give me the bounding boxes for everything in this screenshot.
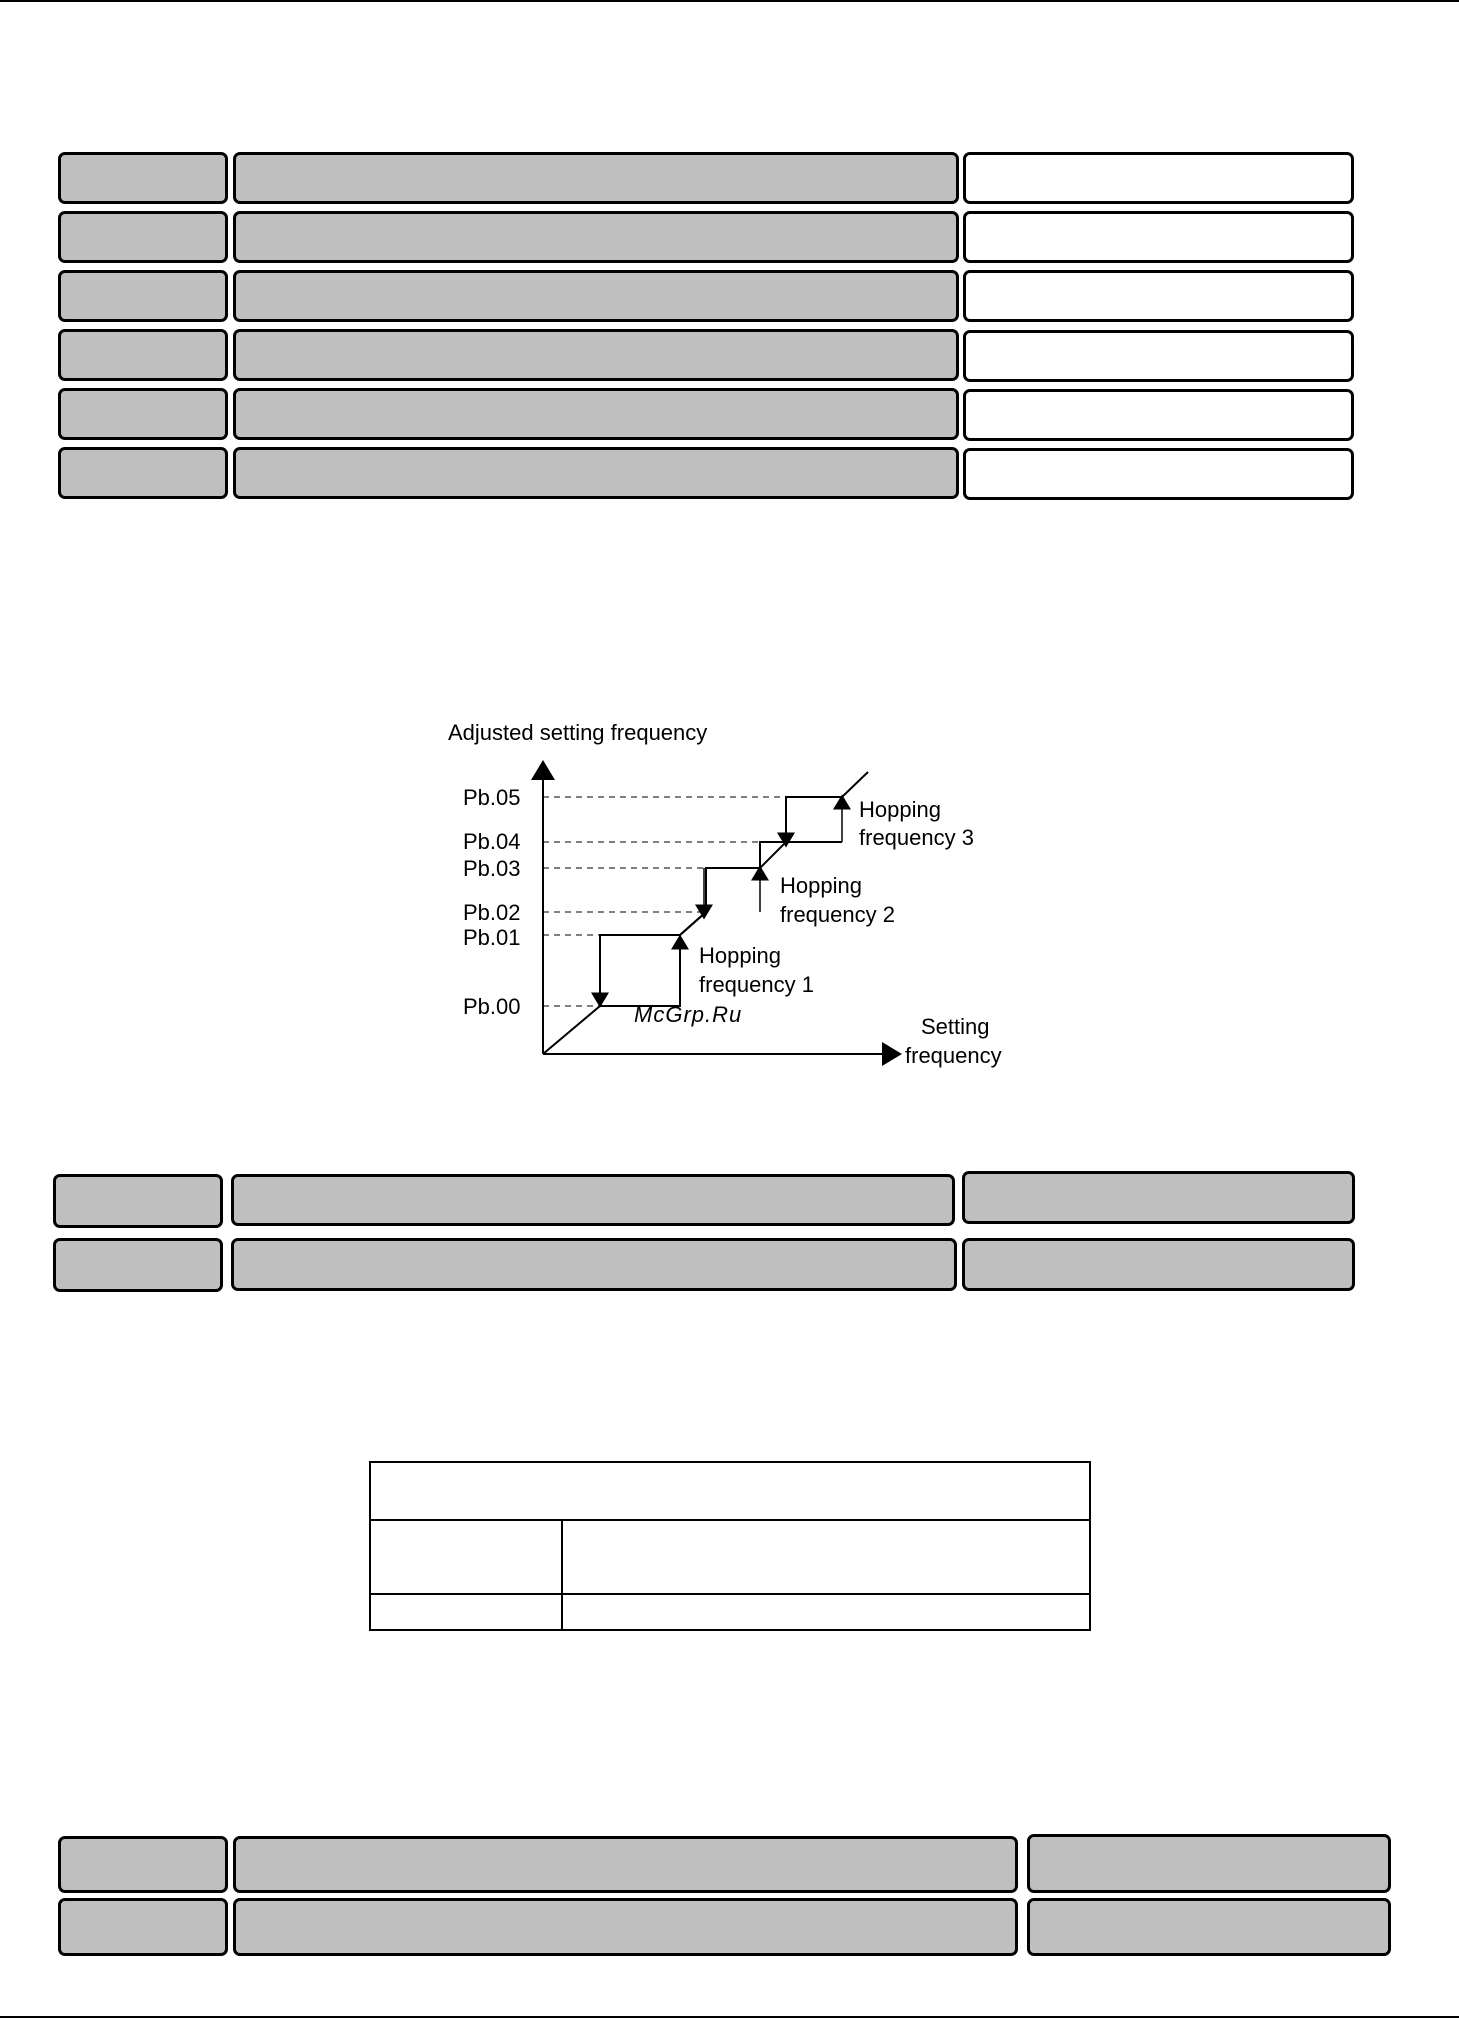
- hop1-upper-line: [600, 935, 680, 1006]
- param-name-cell: [231, 1174, 955, 1226]
- level-label-pb03: Pb.03: [463, 856, 521, 881]
- param-range-cell: [1027, 1898, 1391, 1956]
- param-name-cell: [231, 1238, 957, 1291]
- watermark: McGrp.Ru: [634, 1002, 743, 1027]
- x-axis-label-line2: frequency: [905, 1043, 1002, 1068]
- param-code-cell: [58, 1898, 228, 1956]
- hop2-step: [680, 912, 706, 935]
- level-label-pb01: Pb.01: [463, 925, 521, 950]
- param-name-cell: [233, 1898, 1018, 1956]
- hop2-label-line2: frequency 2: [780, 902, 895, 927]
- level-label-pb00: Pb.00: [463, 994, 521, 1019]
- x-axis-label-line1: Setting: [921, 1014, 990, 1039]
- param-name-cell: [233, 1836, 1018, 1893]
- hop2-label-line1: Hopping: [780, 873, 862, 898]
- param-range-cell: [962, 1171, 1355, 1224]
- hop3-lower-line: [760, 842, 842, 868]
- param-code-cell: [58, 1836, 228, 1893]
- param-range-cell: [962, 1238, 1355, 1291]
- param-code-cell: [53, 1238, 223, 1292]
- empty-info-table: [369, 1461, 1091, 1631]
- bottom-rule: [0, 2016, 1459, 2018]
- level-label-pb02: Pb.02: [463, 900, 521, 925]
- table-row-divider: [371, 1519, 1089, 1521]
- level-label-pb05: Pb.05: [463, 785, 521, 810]
- table-column-divider: [561, 1519, 563, 1629]
- table-row-divider: [371, 1593, 1089, 1595]
- y-axis-label: Adjusted setting frequency: [448, 720, 708, 745]
- hop1-label-line2: frequency 1: [699, 972, 814, 997]
- level-label-pb04: Pb.04: [463, 829, 521, 854]
- param-range-cell: [1027, 1834, 1391, 1893]
- hop3-label-line2: frequency 3: [859, 825, 974, 850]
- hop3-label-line1: Hopping: [859, 797, 941, 822]
- hop1-label-line1: Hopping: [699, 943, 781, 968]
- param-code-cell: [53, 1174, 223, 1228]
